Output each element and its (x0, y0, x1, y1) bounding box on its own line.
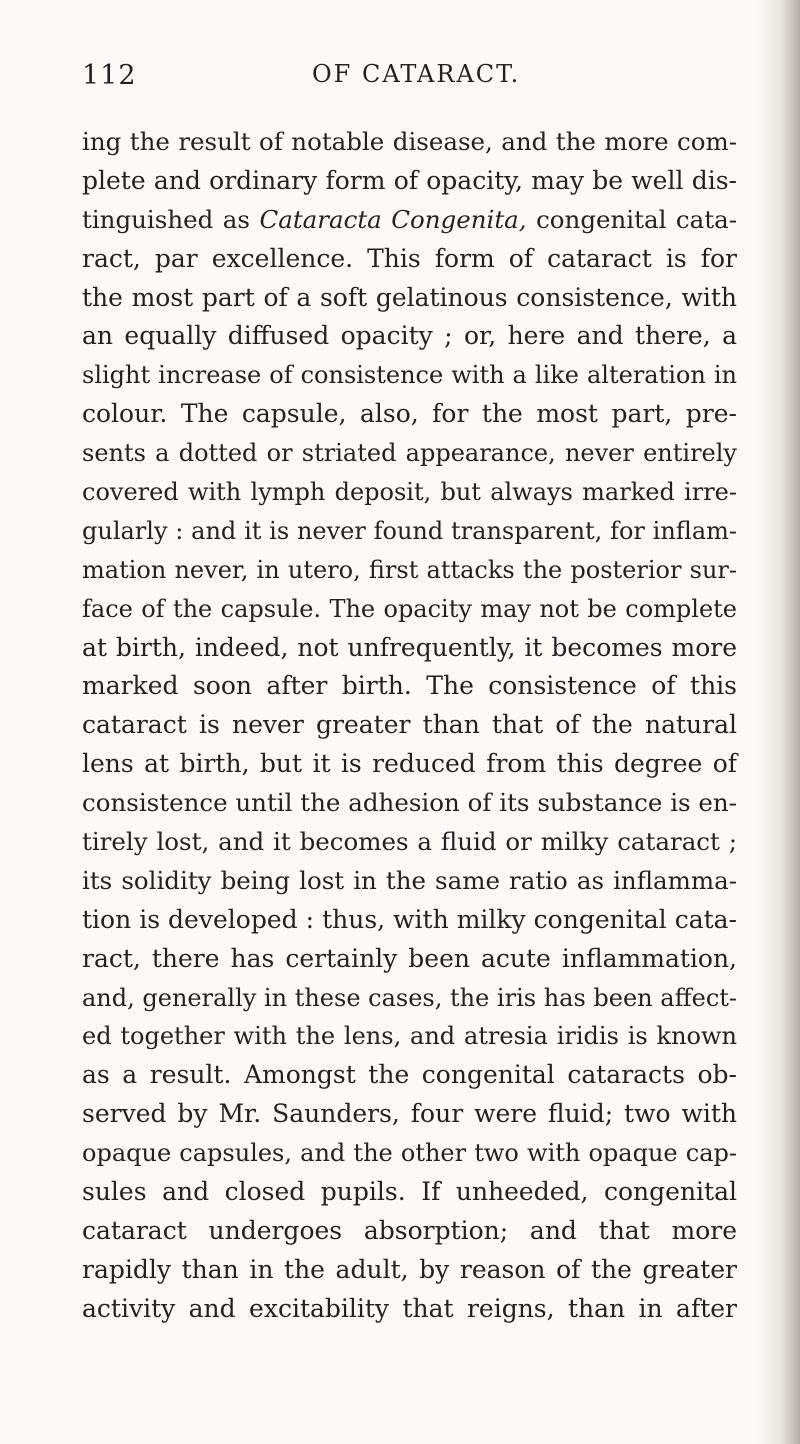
text-segment: marked soon after birth. The consistence of this (82, 671, 737, 701)
text-segment: cataract is never greater than that of the natural (82, 710, 737, 740)
text-line (82, 823, 737, 862)
text-line (82, 629, 737, 668)
text-line (82, 1290, 737, 1329)
text-segment: ract, par excellence. This form of cataract is for (82, 243, 737, 273)
text-segment: consistence until the adhesion of its substance is en- (82, 788, 737, 818)
text-segment: rapidly than in the adult, by reason of the greater (82, 1254, 737, 1284)
text-line (82, 240, 737, 279)
text-line (82, 979, 737, 1018)
text-line (82, 784, 737, 823)
text-line (82, 1134, 737, 1173)
text-segment: congenital cata- (526, 204, 737, 234)
text-segment: plete and ordinary form of opacity, may be well dis- (82, 165, 737, 195)
running-head: OF CATARACT. (312, 60, 521, 88)
text-segment: tion is developed : thus, with milky congenital cata- (82, 904, 737, 934)
text-segment: slight increase of consistence with a like alteration in (82, 361, 737, 390)
text-line (82, 1017, 737, 1056)
text-line (82, 862, 737, 901)
text-segment: lens at birth, but it is reduced from this degree of (82, 749, 737, 779)
text-segment: the most part of a soft gelatinous consistence, with (82, 282, 737, 312)
body-paragraph (82, 123, 737, 1329)
text-line (82, 1251, 737, 1290)
page-header (82, 60, 702, 100)
italic-term: Cataracta Congenita, (259, 204, 527, 234)
text-line (82, 395, 737, 434)
text-line (82, 667, 737, 706)
text-segment: ed together with the lens, and atresia iridis is known (82, 1022, 737, 1051)
text-segment: colour. The capsule, also, for the most part, pre- (82, 399, 737, 429)
text-segment: cataract undergoes absorption; and that more (82, 1215, 737, 1245)
text-line (82, 434, 737, 473)
text-line (82, 901, 737, 940)
text-segment: mation never, in utero, first attacks the posterior sur- (82, 555, 737, 584)
text-segment: ing the result of notable disease, and the more com- (82, 127, 737, 156)
text-segment: covered with lymph deposit, but always marked irre- (82, 478, 737, 507)
text-line (82, 1173, 737, 1212)
text-segment: opaque capsules, and the other two with opaque cap- (82, 1139, 737, 1168)
text-segment: tinguished as (82, 204, 260, 234)
text-segment: sules and closed pupils. If unheeded, congenital (82, 1177, 737, 1207)
text-segment: gularly : and it is never found transparent, for inflam- (82, 516, 737, 545)
text-segment: and, generally in these cases, the iris has been affect- (82, 983, 738, 1012)
text-line (82, 473, 737, 512)
page-edge-shadow (758, 0, 800, 1444)
text-segment: ract, there has certainly been acute inflammation, (82, 943, 737, 973)
text-line (82, 1056, 737, 1095)
text-segment: activity and excitability that reigns, than in after (82, 1293, 737, 1323)
text-line (82, 162, 737, 201)
text-line (82, 745, 737, 784)
text-line (82, 1212, 737, 1251)
page-number: 112 (82, 60, 137, 91)
text-line (82, 551, 737, 590)
text-line (82, 123, 737, 162)
text-line (82, 279, 737, 318)
text-segment: an equally diffused opacity ; or, here and there, a (82, 321, 737, 351)
text-line (82, 512, 737, 551)
text-line (82, 706, 737, 745)
text-line (82, 940, 737, 979)
text-line (82, 1095, 737, 1134)
text-segment: as a result. Amongst the congenital cataracts ob- (82, 1060, 737, 1090)
text-segment: at birth, indeed, not unfrequently, it becomes more (82, 632, 737, 662)
text-segment: its solidity being lost in the same ratio as inflamma- (82, 865, 737, 895)
text-segment: sents a dotted or striated appearance, never entirely (82, 439, 737, 468)
text-segment: served by Mr. Saunders, four were fluid; two with (82, 1099, 737, 1129)
text-segment: tirely lost, and it becomes a fluid or milky cataract ; (82, 827, 737, 857)
text-line (82, 317, 737, 356)
text-line (82, 201, 737, 240)
text-line (82, 356, 737, 395)
text-line (82, 590, 737, 629)
text-segment: face of the capsule. The opacity may not be complete (82, 594, 737, 623)
